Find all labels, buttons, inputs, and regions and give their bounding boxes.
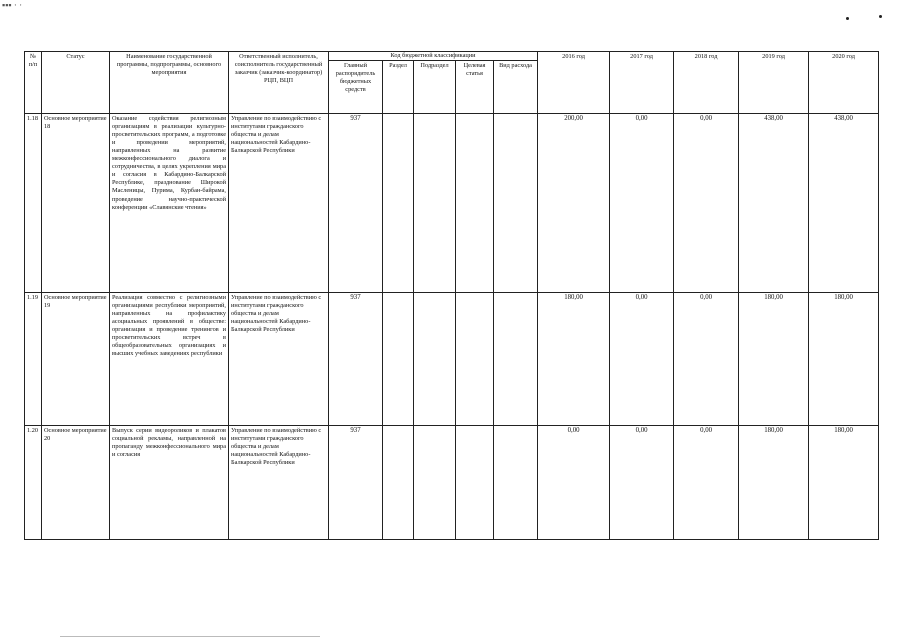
row-y2020: 180,00 [809, 426, 879, 540]
row-vid [494, 426, 538, 540]
row-y2019: 180,00 [739, 426, 809, 540]
table-row [25, 114, 879, 293]
row-podrazdel [414, 292, 456, 425]
row-y2017: 0,00 [610, 426, 674, 540]
row-razdel [383, 292, 414, 425]
kbk-group-header: Код бюджетной классификации [329, 52, 538, 61]
col-status-header: Статус [42, 52, 110, 114]
row-responsible: Управление по взаимодействию с институтами гражданского общества и делам национальностей Кабардино-Балкарской Республики [229, 292, 329, 425]
row-y2019: 438,00 [739, 114, 809, 293]
scan-bottom-line [60, 636, 320, 637]
row-num: 1.19 [25, 292, 42, 425]
row-razdel [383, 426, 414, 540]
row-razdel [383, 114, 414, 293]
col-name-header: Наименование государственной программы, подпрограммы, основного мероприятия [110, 52, 229, 114]
row-grbs: 937 [329, 292, 383, 425]
row-num: 1.20 [25, 426, 42, 540]
row-cel [456, 114, 494, 293]
header-row-1 [25, 52, 879, 61]
col-razdel-header: Раздел [383, 61, 414, 114]
row-y2019: 180,00 [739, 292, 809, 425]
row-vid [494, 292, 538, 425]
row-name: Реализация совместно с религиозными организациями республики мероприятий, направленных на профилактику асоциальных проявлений в обществе: организация и проведение тренингов и просветительских встреч в общеобразовательных организациях и высших учебных заведениях республики [110, 292, 229, 425]
row-responsible: Управление по взаимодействию с институтами гражданского общества и делам национальностей Кабардино-Балкарской Республики [229, 114, 329, 293]
row-vid [494, 114, 538, 293]
col-podrazdel-header: Подраздел [414, 61, 456, 114]
row-status: Основное мероприятие 19 [42, 292, 110, 425]
row-name: Выпуск серии видеороликов и плакатов социальной рекламы, направленной на пропаганду межконфессионального мира и согласия [110, 426, 229, 540]
col-grbs-header: Главный распорядитель бюджетных средств [329, 61, 383, 114]
col-vid-header: Вид расхода [494, 61, 538, 114]
scan-dot [879, 15, 882, 18]
scan-corner-mark: ▪▪▪ · · [2, 0, 23, 10]
row-grbs: 937 [329, 426, 383, 540]
row-y2018: 0,00 [674, 114, 739, 293]
col-responsible-header: Ответственный исполнитель, соисполнитель государственный заказчик (заказчик-координатор) РЦП, ВЦП [229, 52, 329, 114]
table-row [25, 426, 879, 540]
row-y2016: 200,00 [538, 114, 610, 293]
row-y2018: 0,00 [674, 426, 739, 540]
year-2016-header: 2016 год [538, 52, 610, 114]
row-y2016: 0,00 [538, 426, 610, 540]
row-cel [456, 426, 494, 540]
row-y2017: 0,00 [610, 292, 674, 425]
col-num-header: № п/п [25, 52, 42, 114]
row-y2020: 180,00 [809, 292, 879, 425]
year-2019-header: 2019 год [739, 52, 809, 114]
row-podrazdel [414, 426, 456, 540]
table-row [25, 292, 879, 425]
row-name: Оказание содействия религиозным организациям в реализации культурно-просветительских программ, а подготовке и проведении мероприятий, направленных на развитие межконфессионального диалога и сотрудничества, в целях укрепления мира и согласия в Кабардино-Балкарской Республике, празднование Широкой Масленицы, Пурима, Курбан-байрама, проведение научно-практической конференции «Славянские чтения» [110, 114, 229, 293]
row-podrazdel [414, 114, 456, 293]
row-num: 1.18 [25, 114, 42, 293]
row-grbs: 937 [329, 114, 383, 293]
row-responsible: Управление по взаимодействию с институтами гражданского общества и делам национальностей Кабардино-Балкарской Республики [229, 426, 329, 540]
year-2020-header: 2020 год [809, 52, 879, 114]
row-status: Основное мероприятие 20 [42, 426, 110, 540]
budget-table [24, 51, 879, 540]
row-cel [456, 292, 494, 425]
col-cel-header: Целевая статья [456, 61, 494, 114]
year-2017-header: 2017 год [610, 52, 674, 114]
row-y2020: 438,00 [809, 114, 879, 293]
row-status: Основное мероприятие 18 [42, 114, 110, 293]
row-y2018: 0,00 [674, 292, 739, 425]
scan-dot [846, 17, 849, 20]
row-y2017: 0,00 [610, 114, 674, 293]
year-2018-header: 2018 год [674, 52, 739, 114]
row-y2016: 180,00 [538, 292, 610, 425]
